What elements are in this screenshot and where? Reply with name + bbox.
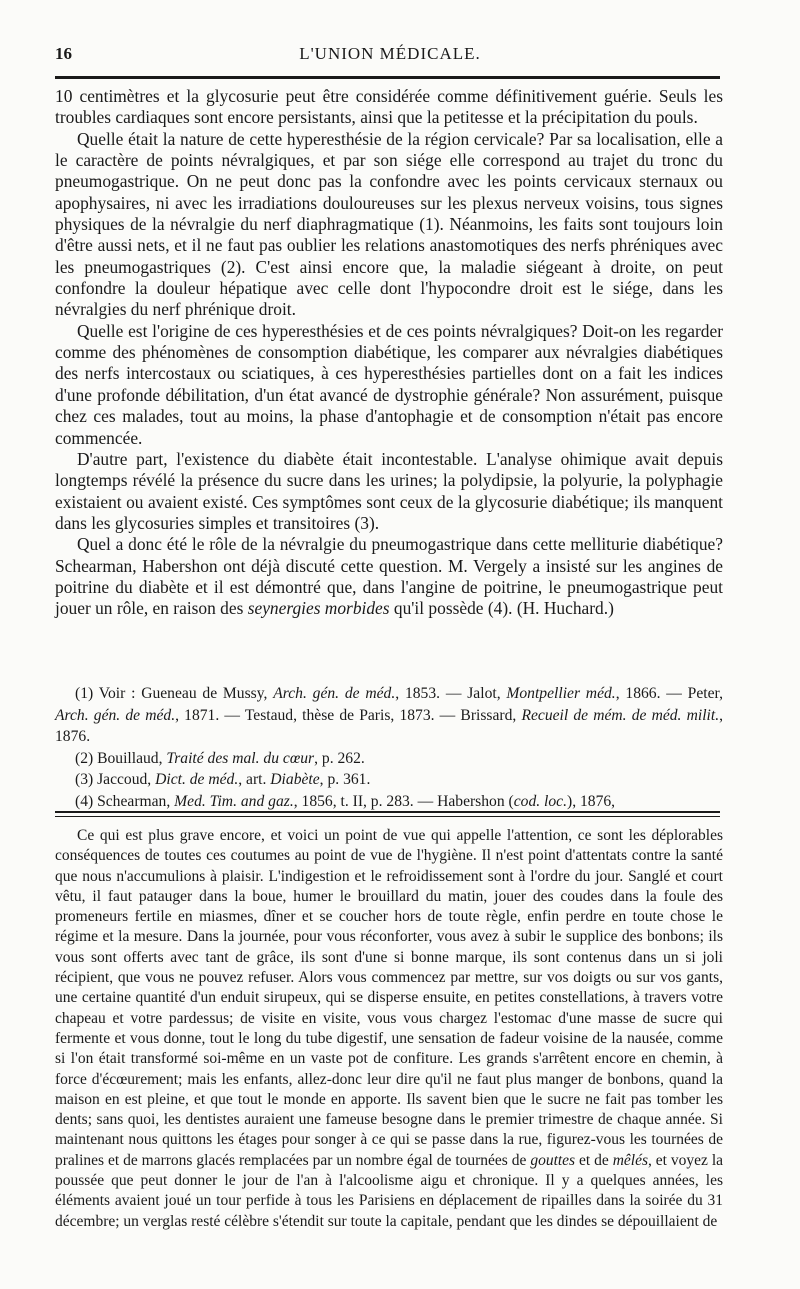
author-signature: (H. Huchard.) bbox=[516, 598, 614, 619]
footnote-text: , p. 262. bbox=[314, 749, 365, 767]
citation-title: Recueil de mém. de méd. milit. bbox=[521, 706, 720, 724]
text-run: Quel a donc été le rôle de la névralgie du pneumogastrique dans cette melliturie diabétique? Schearman, Habershon ont déjà discuté cette question. M. Vergely a insisté sur les angines de poitrine du diabète et il est démontré que, dans l'angine de poitrine, le pneumogastrique peut jouer un rôle, en raison des bbox=[55, 534, 723, 619]
citation-title: Med. Tim. and gaz. bbox=[174, 792, 294, 810]
feuilleton bbox=[55, 826, 723, 1232]
citation-title: Arch. gén. de méd. bbox=[55, 706, 176, 724]
footnote-text: , 1856, t. II, p. 283. — Habershon ( bbox=[293, 792, 514, 810]
italic-term: gouttes bbox=[530, 1151, 576, 1169]
footnote-1 bbox=[55, 683, 723, 748]
feuilleton-paragraph bbox=[55, 826, 723, 1232]
text-run: et de bbox=[575, 1151, 613, 1169]
paragraph: Quelle était la nature de cette hyperesthésie de la région cervicale? Par sa localisation, elle a le caractère de points névralgiques, et par son siége elle correspond au trajet du tronc du pneumogastrique. On ne peut donc pas la confondre avec les points cervicaux sternaux ou apophysaires, ni avec les irradiations douloureuses sur les plexus nerveux voisins, tous signes physiques de la névralgie du nerf diaphragmatique (1). Néanmoins, les faits sont toujours loin d'être aussi nets, et il ne faut pas oublier les relations anastomotiques des nerfs phréniques avec les pneumogastriques (2). C'est ainsi encore que, la maladie siégeant à droite, on peut confondre la douleur hépatique avec celle dont l'hypocondre droit est le siége, dans les névralgies du nerf phrénique droit. bbox=[55, 128, 723, 320]
paragraph: D'autre part, l'existence du diabète était incontestable. L'analyse ohimique avait depuis longtemps révélé la présence du sucre dans les urines; la polydipsie, la polyurie, la polyphagie existaient ou avaient existé. Ces symptômes sont ceux de la glycosurie diabétique; ils manquent dans les glycosuries simples et transitoires (3). bbox=[55, 448, 723, 533]
citation-title: Arch. gén. de méd. bbox=[273, 685, 396, 702]
citation-title: Dict. de méd. bbox=[155, 771, 239, 789]
citation-title: cod. loc. bbox=[513, 792, 567, 810]
running-title: L'UNION MÉDICALE. bbox=[299, 44, 481, 63]
footnote-text: , 1866. — Peter, bbox=[615, 685, 723, 702]
footnote-text: (4) Schearman, bbox=[75, 792, 175, 810]
text-run: Ce qui est plus grave encore, et voici un point de vue qui appelle l'attention, ce sont les déplorables conséquences de toutes ces coutumes au point de vue de l'hygiène. Il n'est point d'attentats contre la santé que nous n'accumulions à plaisir. L'indigestion et le refroidissement sont à l'ordre du jour. Sanglé et court vêtu, il faut patauger dans la boue, humer le brouillard du matin, jouer des coudes dans la foule des promeneurs fertile en miasmes, dîner et se coucher hors de toute règle, enfin perdre en toute chose le régime et la mesure. Dans la journée, pour vous réconforter, vous avez à subir le supplice des bonbons; ils vous sont offerts avec tant de grâce, ils sont d'une si bonne marque, ils sont contenus dans un si joli récipient, que vous ne pouvez refuser. Alors vous commencez par mettre, sur vos doigts ou sur vos gants, une certaine quantité d'un enduit sirupeux, qui se disperse ensuite, en petites constellations, à travers votre chapeau et votre pardessus; de visite en visite, vous vous chargez l'estomac d'une masse de sucre qui fermente et vous donne, tout le long du tube digestif, une sensation de fadeur voisine de la nausée, comme si l'on était transformé soi-même en un vaste pot de confiture. Les grands s'arrêtent encore en chemin, à force d'écœurement; mais les enfants, allez-donc leur dire qu'il ne faut plus manger de bonbons, quand la maison en est pleine, et que tout le monde en apporte. Ils savent bien que le sucre ne fait pas tomber les dents; sans quoi, les dentistes auraient une fameuse besogne dans le premier trimestre de chaque année. Si maintenant nous quittons les étages pour songer à ce qui se passe dans la rue, figurez-vous les tournées de pralines et de marrons glacés remplacées par un nombre égal de tournées de bbox=[55, 827, 723, 1169]
text-run: , et voyez la poussée que peut donner le jour de l'an à l'alcoolisme aigu et chronique. Il y a quelques années, les éléments avaient joué un tour perfide à tous les Parisiens en déplacement de ripailles dans la soirée du 31 décembre; un verglas resté célèbre s'étendit sur toute la capitale, pendant que les dindes se dépouillaient de bbox=[55, 1151, 724, 1230]
main-article bbox=[55, 86, 723, 620]
paragraph: Quelle est l'origine de ces hyperesthésies et de ces points névralgiques? Doit-on les regarder comme des phénomènes de consomption diabétique, les comparer aux névralgies diabétiques des nerfs intercostaux ou sciatiques, à ces hyperesthésies partielles dont on a fait les indices d'une profonde débilitation, d'un état avancé de dystrophie générale? Non assurément, puisque chez ces malades, tout au moins, la phase d'antophagie et de consomption n'était pas encore commencée. bbox=[55, 320, 723, 448]
footnote-4 bbox=[55, 791, 723, 813]
text-run: qu'il possède (4). bbox=[389, 598, 517, 619]
italic-term: mêlés bbox=[612, 1151, 648, 1169]
footnote-text: , 1876. bbox=[55, 706, 723, 746]
header-rule bbox=[55, 76, 720, 79]
citation-title: Montpellier méd. bbox=[506, 685, 616, 702]
footnote-text: (2) Bouillaud, bbox=[75, 749, 167, 767]
feuilleton-rule-bottom bbox=[55, 816, 720, 817]
footnote-text: , art. bbox=[238, 771, 271, 789]
footnote-3 bbox=[55, 769, 723, 791]
italic-term: seynergies morbides bbox=[247, 598, 390, 619]
citation-title: Traité des mal. du cœur bbox=[166, 749, 315, 767]
page-number: 16 bbox=[55, 44, 72, 63]
footnote-text: (1) Voir : Gueneau de Mussy, bbox=[75, 685, 274, 702]
feuilleton-rule-top bbox=[55, 811, 720, 813]
footnote-text: ), 1876, bbox=[567, 792, 616, 810]
footnote-2 bbox=[55, 748, 723, 770]
footnote-text: , p. 361. bbox=[319, 771, 371, 789]
paragraph: 10 centimètres et la glycosurie peut être considérée comme définitivement guérie. Seuls les troubles cardiaques sont encore persistants, ainsi que la petitesse et la précipitation du pouls. bbox=[55, 86, 723, 128]
footnote-text: (3) Jaccoud, bbox=[75, 771, 156, 789]
footnotes bbox=[55, 683, 723, 813]
footnote-text: , 1871. — Testaud, thèse de Paris, 1873. — Brissard, bbox=[175, 706, 522, 724]
footnote-text: , 1853. — Jalot, bbox=[395, 685, 507, 702]
page-header bbox=[55, 44, 725, 72]
paragraph bbox=[55, 534, 723, 619]
citation-title: Diabète bbox=[270, 771, 320, 789]
